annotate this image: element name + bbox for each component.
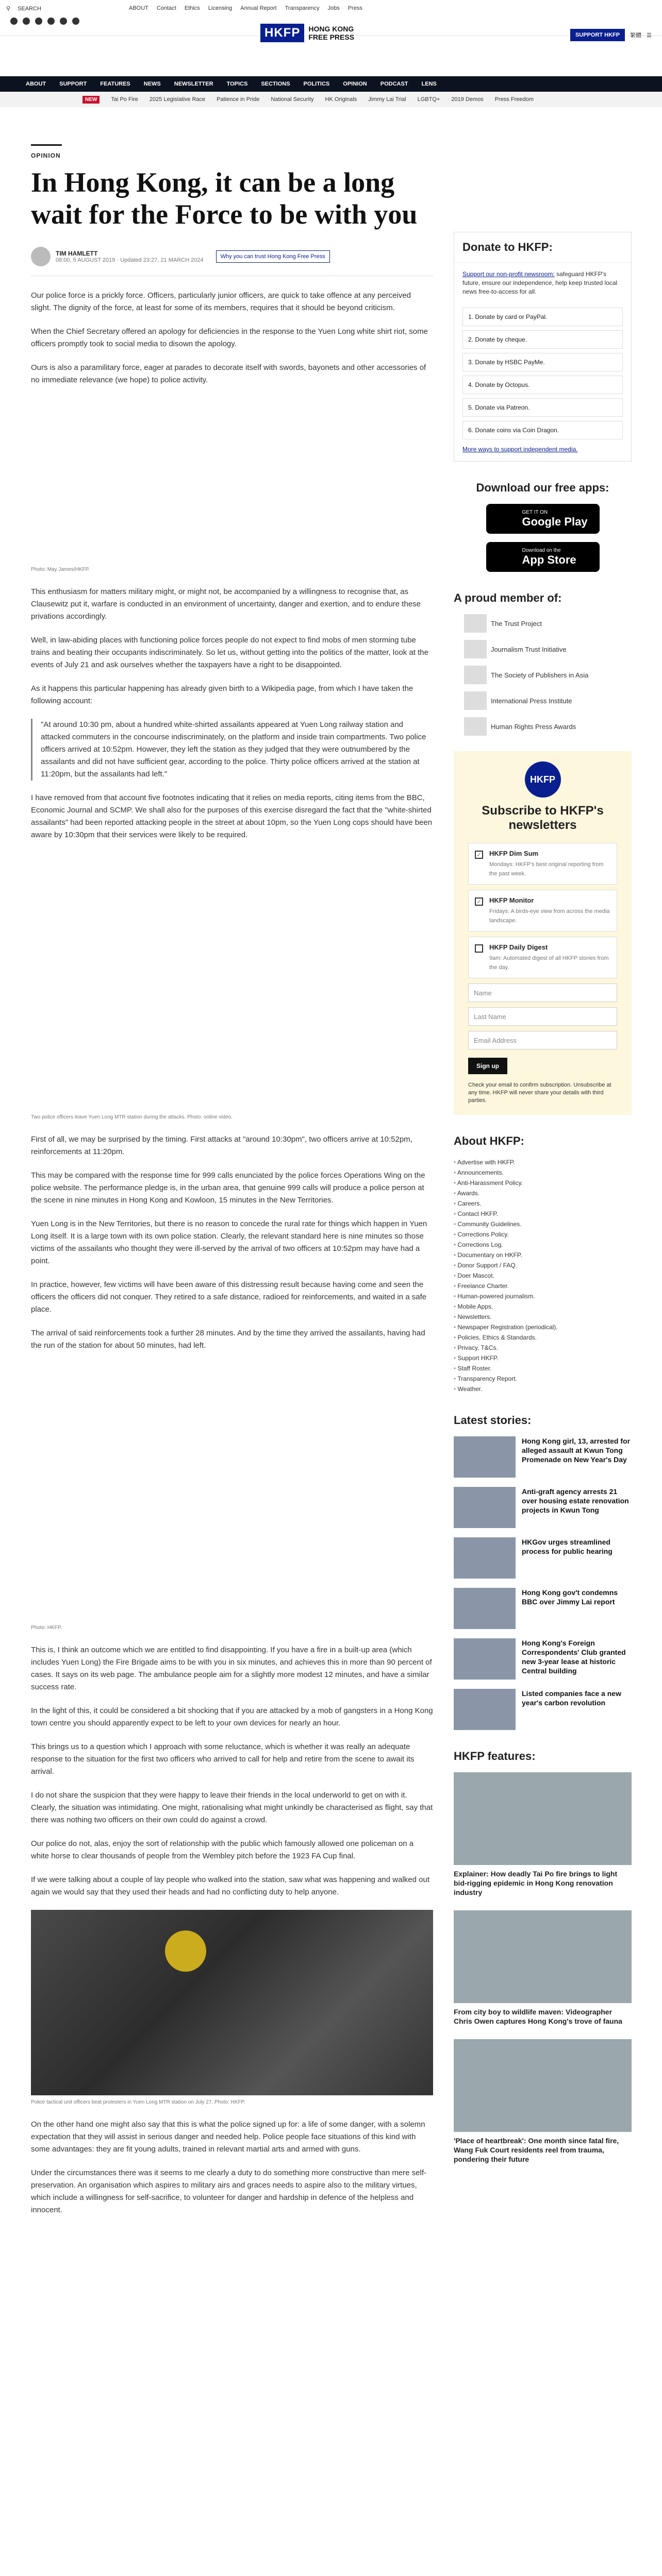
- about-list: [454, 1157, 632, 1394]
- new-badge: NEW: [82, 96, 100, 104]
- about-link[interactable]: • Policies, Ethics & Standards.: [454, 1332, 632, 1343]
- about-link[interactable]: • Doer Mascot.: [454, 1270, 632, 1281]
- author-name[interactable]: TIM HAMLETT: [56, 250, 98, 257]
- member-title: A proud member of:: [454, 591, 562, 604]
- topic-nav: [0, 92, 662, 107]
- nav-item[interactable]: FEATURES: [100, 81, 130, 87]
- feature-headline[interactable]: Explainer: How deadly Tai Po fire brings to light bid-rigging epidemic in Hong Kong renovation industry: [454, 1870, 618, 1896]
- member-logo[interactable]: International Press Institute: [464, 691, 632, 710]
- paragraph: If we were talking about a couple of lay people who walked into the station, saw what was happening and walked out again we would say that they used their heads and had no conflicting duty to help anyone.: [31, 1875, 429, 1896]
- story-item[interactable]: Anti-graft agency arrests 21 over housing estate renovation projects in Kwun Tong: [454, 1487, 632, 1528]
- google-play-button[interactable]: GET IT ON Google Play: [486, 504, 600, 534]
- checkbox[interactable]: ✓: [475, 851, 483, 859]
- features-section: [454, 1750, 632, 2164]
- author-avatar: [31, 247, 51, 266]
- story-thumbnail: [454, 1537, 516, 1579]
- top-link[interactable]: Transparency: [285, 5, 320, 11]
- about-title: About HKFP:: [454, 1134, 524, 1147]
- quote: "At around 10:30 pm, about a hundred white-shirted assailants appeared at Yuen Long railway station and attacked commuters in the concourse indiscriminately, on the platform and inside train compartments. Two police officers arrived at 10:52pm. However, they left the station as they judged that they were outnumbered by the assailants and did not have sufficient gear, according to the police. Thirty police officers arrived at the station at 11:20pm, but the assailants had left.": [31, 719, 433, 781]
- checkbox[interactable]: ✓: [475, 897, 483, 906]
- topic-link[interactable]: Patience in Pride: [217, 96, 260, 103]
- donate-link[interactable]: Support our non-profit newsroom:: [462, 270, 555, 278]
- image-caption: Police tactical unit officers beat protesters in Yuen Long MTR station on July 27. Photo: HKFP.: [31, 2099, 245, 2105]
- paragraph: Our police force is a prickly force. Officers, particularly junior officers, are quick to take offence at any perceived slight. The dignity of the force, at least for some of its members, requires that it should be beyond criticism.: [31, 291, 411, 312]
- social-links: [10, 18, 79, 25]
- story-thumbnail: [454, 1638, 516, 1680]
- paragraph: Yuen Long is in the New Territories, but there is no reason to concede the rural rate for things which happen in Yuen Long itself. It is a large town with its own police station. Clearly, the relevant standard here is nine minutes so those victims of the assailants who thought they were ill-served by the arrival of two officers at 10:52pm may have had a point.: [31, 1219, 427, 1265]
- paragraph: When the Chief Secretary offered an apology for deficiencies in the response to the Yuen Long white shirt riot, some officers promptly took to social media to disown the apology.: [31, 327, 428, 348]
- paragraph: The arrival of said reinforcements took a further 28 minutes. And by the time they arrived the assailants, having had the run of the station for about 50 minutes, had left.: [31, 1329, 425, 1350]
- nav-item[interactable]: PODCAST: [380, 81, 408, 87]
- top-link[interactable]: ABOUT: [129, 5, 148, 11]
- top-links: [129, 5, 362, 11]
- instagram-icon[interactable]: [35, 18, 42, 25]
- paragraph: In the light of this, it could be considered a bit shocking that if you are attacked by a mob of gangsters in a Hong Kong town centre you should apparently expect to be left to your own devices for nearly an hour.: [31, 1706, 433, 1727]
- header-actions: [570, 29, 652, 41]
- nav-item[interactable]: NEWSLETTER: [174, 81, 213, 87]
- logo-mark: HKFP: [260, 24, 304, 42]
- image-caption: Photo: HKFP.: [31, 1625, 62, 1631]
- story-thumbnail: [454, 1436, 516, 1478]
- trust-button[interactable]: Why you can trust Hong Kong Free Press: [216, 250, 330, 263]
- newsletter-option[interactable]: HKFP Daily Digest 9am: Automated digest of all HKFP stories from the day.: [468, 937, 617, 978]
- about-section: [454, 1134, 632, 1394]
- about-link[interactable]: • Newspaper Registration (periodical).: [454, 1322, 632, 1332]
- topic-link[interactable]: Tai Po Fire: [111, 96, 138, 103]
- donate-option[interactable]: 4. Donate by Octopus.: [462, 376, 623, 394]
- about-link[interactable]: • Community Guidelines.: [454, 1219, 632, 1229]
- story-thumbnail: [454, 1487, 516, 1528]
- paragraph: This may be compared with the response time for 999 calls enunciated by the police forces Operations Wing on the police website. The performance pledge is, in the urban area, that genuine 999 calls will produce a police person at the scene in nine minutes in Hong Kong and Kowloon, 15 minutes in the New Territories.: [31, 1171, 425, 1205]
- image-caption: Two police officers leave Yuen Long MTR station during the attacks. Photo: online video.: [31, 1114, 233, 1120]
- topic-link[interactable]: 2025 Legislative Race: [149, 96, 206, 103]
- topic-link[interactable]: National Security: [271, 96, 314, 103]
- about-link[interactable]: • Corrections Policy.: [454, 1229, 632, 1240]
- story-item[interactable]: HKGov urges streamlined process for public hearing: [454, 1537, 632, 1579]
- story-thumbnail: [454, 1689, 516, 1730]
- app-store-button[interactable]: Download on the App Store: [486, 542, 600, 572]
- name-field[interactable]: Name: [468, 984, 617, 1002]
- paragraph: As it happens this particular happening has already given birth to a Wikipedia page, from which I have taken the following account:: [31, 684, 413, 705]
- topic-link[interactable]: Jimmy Lai Trial: [368, 96, 406, 103]
- site-logo[interactable]: [260, 24, 354, 42]
- newsletter-title: Subscribe to HKFP's newsletters: [482, 804, 604, 832]
- member-logo[interactable]: Human Rights Press Awards: [464, 717, 632, 736]
- about-link[interactable]: • Support HKFP.: [454, 1353, 632, 1363]
- about-link[interactable]: • Privacy, T&Cs.: [454, 1343, 632, 1353]
- about-link[interactable]: • Newsletters.: [454, 1312, 632, 1322]
- donate-intro: safeguard HKFP's future, ensure our independence, help keep trusted local news free-to-access for all.: [462, 270, 618, 295]
- top-link[interactable]: Press: [347, 5, 362, 11]
- topic-link[interactable]: 2019 Demos: [451, 96, 484, 103]
- about-link[interactable]: • Donor Support / FAQ.: [454, 1260, 632, 1270]
- paragraph: In practice, however, few victims will have been aware of this distressing result because having come and seen the officers the officers did not conquer. They retired to a safe distance, radioed for reinforcements, and waited in a safe place.: [31, 1280, 427, 1314]
- paragraph: Our police do not, alas, enjoy the sort of relationship with the public which famously allowed one policeman on a white horse to clear thousands of people from the Wembley pitch before the 1923 FA Cup final.: [31, 1839, 414, 1860]
- about-link[interactable]: • Mobile Apps.: [454, 1301, 632, 1312]
- about-link[interactable]: • Careers.: [454, 1198, 632, 1209]
- feature-headline[interactable]: 'Place of heartbreak': One month since fatal fire, Wang Fuk Court residents reel from trauma, pondering their future: [454, 2137, 619, 2163]
- newsletter-legal: Check your email to confirm subscription. Unsubscribe at any time. HKFP will never share your details with third parties.: [468, 1082, 611, 1104]
- about-link[interactable]: • Awards.: [454, 1188, 632, 1198]
- paragraph: I have removed from that account five footnotes indicating that it relies on media reports, citing items from the BBC, Economic Journal and SCMP. We shall also for the purposes of this exercise disregard the fact that the "white-shirted assailants" had been reported attacking people in the street at about 10pm, so the Yuen Long cops should have been aware by 10:30pm that their services were likely to be required.: [31, 793, 433, 839]
- about-link[interactable]: • Corrections Log.: [454, 1240, 632, 1250]
- newsletter-option[interactable]: ✓ HKFP Monitor Fridays: A birds-eye view from across the media landscape.: [468, 890, 617, 931]
- about-link[interactable]: • Advertise with HKFP.: [454, 1157, 632, 1167]
- paragraph: This brings us to a question which I approach with some reluctance, which is whether it was really an adequate response to the situation for the first two officers who arrived to call for help and retire from the scene to await its arrival.: [31, 1742, 415, 1776]
- search-icon: ⚲: [6, 6, 11, 12]
- donate-option[interactable]: 2. Donate by cheque.: [462, 330, 623, 349]
- article-title: In Hong Kong, it can be a long wait for the Force to be with you: [31, 167, 418, 230]
- story-item[interactable]: Listed companies face a new year's carbon revolution: [454, 1689, 632, 1730]
- linkedin-icon[interactable]: [60, 18, 67, 25]
- member-logo[interactable]: The Society of Publishers in Asia: [464, 666, 632, 684]
- paragraph: This is, I think an outcome which we are entitled to find disappointing. If you have a fire in a built-up area (which includes Yuen Long) the Fire Brigade aims to be with you in six minutes, and achieves this in more than 90 percent of cases. It says on its web page. The ambulance people aim for a slightly more modest 12 minutes, and have a similar success rate.: [31, 1646, 432, 1691]
- story-item[interactable]: Hong Kong gov't condemns BBC over Jimmy Lai report: [454, 1588, 632, 1629]
- about-link[interactable]: • Transparency Report.: [454, 1374, 632, 1384]
- x-icon[interactable]: [23, 18, 30, 25]
- about-link[interactable]: • Anti-Harassment Policy.: [454, 1178, 632, 1188]
- language-link[interactable]: 繁體: [630, 32, 642, 39]
- topic-link[interactable]: Press Freedom: [494, 96, 534, 103]
- latest-title: Latest stories:: [454, 1414, 532, 1427]
- rss-icon[interactable]: [72, 18, 79, 25]
- story-thumbnail: [454, 1588, 516, 1629]
- facebook-icon[interactable]: [10, 18, 18, 25]
- paragraph: On the other hand one might also say that this is what the police signed up for: a life of some danger, with a solemn expectation that they will assist in serious danger and needed help. Police people face situations of this kind with some advantages: they are fit young adults, trained in relevant martial arts and armed with guns.: [31, 2120, 425, 2154]
- search-button[interactable]: ⚲ SEARCH: [6, 5, 41, 12]
- donate-option[interactable]: 1. Donate by card or PayPal.: [462, 308, 623, 326]
- last-name-field[interactable]: Last Name: [468, 1007, 617, 1026]
- donate-option[interactable]: 3. Donate by HSBC PayMe.: [462, 353, 623, 371]
- article-image: [31, 1363, 433, 1621]
- paragraph: Under the circumstances there was it seems to me clearly a duty to do something more constructive than mere self-preservation. An organisation which aspires to military airs and graces needs to aspire also to the military virtues, which include a willingness for self-sacrifice, to volunteer for danger and hardship in defence of the helpless and innocent.: [31, 2168, 426, 2214]
- topic-link[interactable]: LGBTQ+: [417, 96, 440, 103]
- about-link[interactable]: • Freelance Charter.: [454, 1281, 632, 1291]
- menu-icon[interactable]: ☰: [647, 32, 652, 39]
- paragraph: Ours is also a paramilitary force, eager at parades to decorate itself with swords, bayonets and other accessories of no immediate relevance (we hope) to police activity.: [31, 363, 426, 384]
- donate-title: Donate to HKFP:: [454, 232, 631, 263]
- nav-item[interactable]: ABOUT: [26, 81, 46, 87]
- logo-line: FREE PRESS: [308, 33, 355, 41]
- article-image: [31, 853, 433, 1110]
- feature-headline[interactable]: From city boy to wildlife maven: Videographer Chris Owen captures Hong Kong's trove of fauna: [454, 2008, 622, 2025]
- donate-box: [454, 232, 632, 462]
- story-item[interactable]: Hong Kong girl, 13, arrested for alleged assault at Kwun Tong Promenade on New Year's Day: [454, 1436, 632, 1478]
- top-link[interactable]: Ethics: [184, 5, 200, 11]
- paragraph: Well, in law-abiding places with functioning police forces people do not expect to find mobs of men storming tube trains and beating their occupants indiscriminately. So let us, without getting into the politics of the matter, look at the events of July 21 and ask ourselves whether the taxpayers have a right to be disappointed.: [31, 636, 428, 669]
- sidebar: [454, 144, 632, 2177]
- donate-option[interactable]: 5. Donate via Patreon.: [462, 398, 623, 417]
- about-link[interactable]: • Documentary on HKFP.: [454, 1250, 632, 1260]
- nav-item[interactable]: SUPPORT: [59, 81, 87, 87]
- nav-item[interactable]: NEWS: [143, 81, 161, 87]
- top-link[interactable]: Contact: [156, 5, 176, 11]
- newsletter-box: [454, 751, 632, 1115]
- top-link[interactable]: Licensing: [208, 5, 233, 11]
- about-link[interactable]: • Contact HKFP.: [454, 1209, 632, 1219]
- paragraph: This enthusiasm for matters military might, or might not, be accompanied by a willingness to recognise that, as Clausewitz put it, warfare is conducted in an environment of uncertainty, danger and exertion, and to endure these privations accordingly.: [31, 587, 421, 621]
- nav-item[interactable]: LENS: [421, 81, 437, 87]
- about-link[interactable]: • Weather.: [454, 1384, 632, 1394]
- paragraph: I do not share the suspicion that they were happy to leave their friends in the local underworld to get on with it. Clearly, the situation was intimidating. One might, rationalising what might unkindly be characterised as flight, say that there was nothing two officers on their own could do against a crowd.: [31, 1791, 433, 1824]
- feature-image[interactable]: [454, 1910, 632, 2003]
- top-link[interactable]: Jobs: [327, 5, 340, 11]
- latest-stories: [454, 1414, 632, 1730]
- feature-image[interactable]: [454, 2039, 632, 2132]
- apps-title: Download our free apps:: [476, 481, 609, 494]
- byline: [31, 247, 433, 276]
- support-button[interactable]: SUPPORT HKFP: [570, 29, 625, 41]
- paragraph: First of all, we may be surprised by the timing. First attacks at "around 10:30pm", two officers arrive at 10:52pm, reinforcements at 11:20pm.: [31, 1135, 412, 1156]
- about-link[interactable]: • Staff Roster.: [454, 1363, 632, 1374]
- publish-date: 08:00, 5 AUGUST 2019 · Updated 23:27, 21 MARCH 2024: [56, 257, 204, 263]
- checkbox[interactable]: [475, 944, 483, 953]
- nav-item[interactable]: SECTIONS: [261, 81, 290, 87]
- story-item[interactable]: Hong Kong's Foreign Correspondents' Club granted new 3-year lease at historic Central building: [454, 1638, 632, 1680]
- article-image: [31, 398, 433, 563]
- logo-line: HONG KONG: [308, 25, 354, 33]
- more-ways-link[interactable]: More ways to support independent media.: [462, 446, 578, 453]
- article: [31, 144, 433, 2228]
- top-link[interactable]: Annual Report: [240, 5, 277, 11]
- features-title: HKFP features:: [454, 1750, 536, 1762]
- nav-item[interactable]: POLITICS: [303, 81, 330, 87]
- youtube-icon[interactable]: [47, 18, 55, 25]
- member-logo[interactable]: Journalism Trust Initiative: [464, 640, 632, 658]
- newsletter-option[interactable]: ✓ HKFP Dim Sum Mondays: HKFP's best original reporting from the past week.: [468, 843, 617, 885]
- article-photo: [31, 1910, 433, 2095]
- main-nav: [0, 76, 662, 92]
- nav-item[interactable]: TOPICS: [226, 81, 248, 87]
- topic-link[interactable]: HK Originals: [325, 96, 357, 103]
- feature-image[interactable]: [454, 1772, 632, 1865]
- signup-button[interactable]: Sign up: [468, 1058, 507, 1074]
- donate-option[interactable]: 6. Donate coins via Coin Dragon.: [462, 421, 623, 439]
- about-link[interactable]: • Announcements.: [454, 1167, 632, 1178]
- email-field[interactable]: Email Address: [468, 1031, 617, 1049]
- about-link[interactable]: • Human-powered journalism.: [454, 1291, 632, 1301]
- nav-item[interactable]: OPINION: [343, 81, 367, 87]
- member-logo[interactable]: The Trust Project: [464, 614, 632, 633]
- article-category[interactable]: OPINION: [31, 144, 62, 159]
- newsletter-logo: HKFP: [525, 761, 561, 798]
- image-caption: Photo: May James/HKFP.: [31, 567, 90, 572]
